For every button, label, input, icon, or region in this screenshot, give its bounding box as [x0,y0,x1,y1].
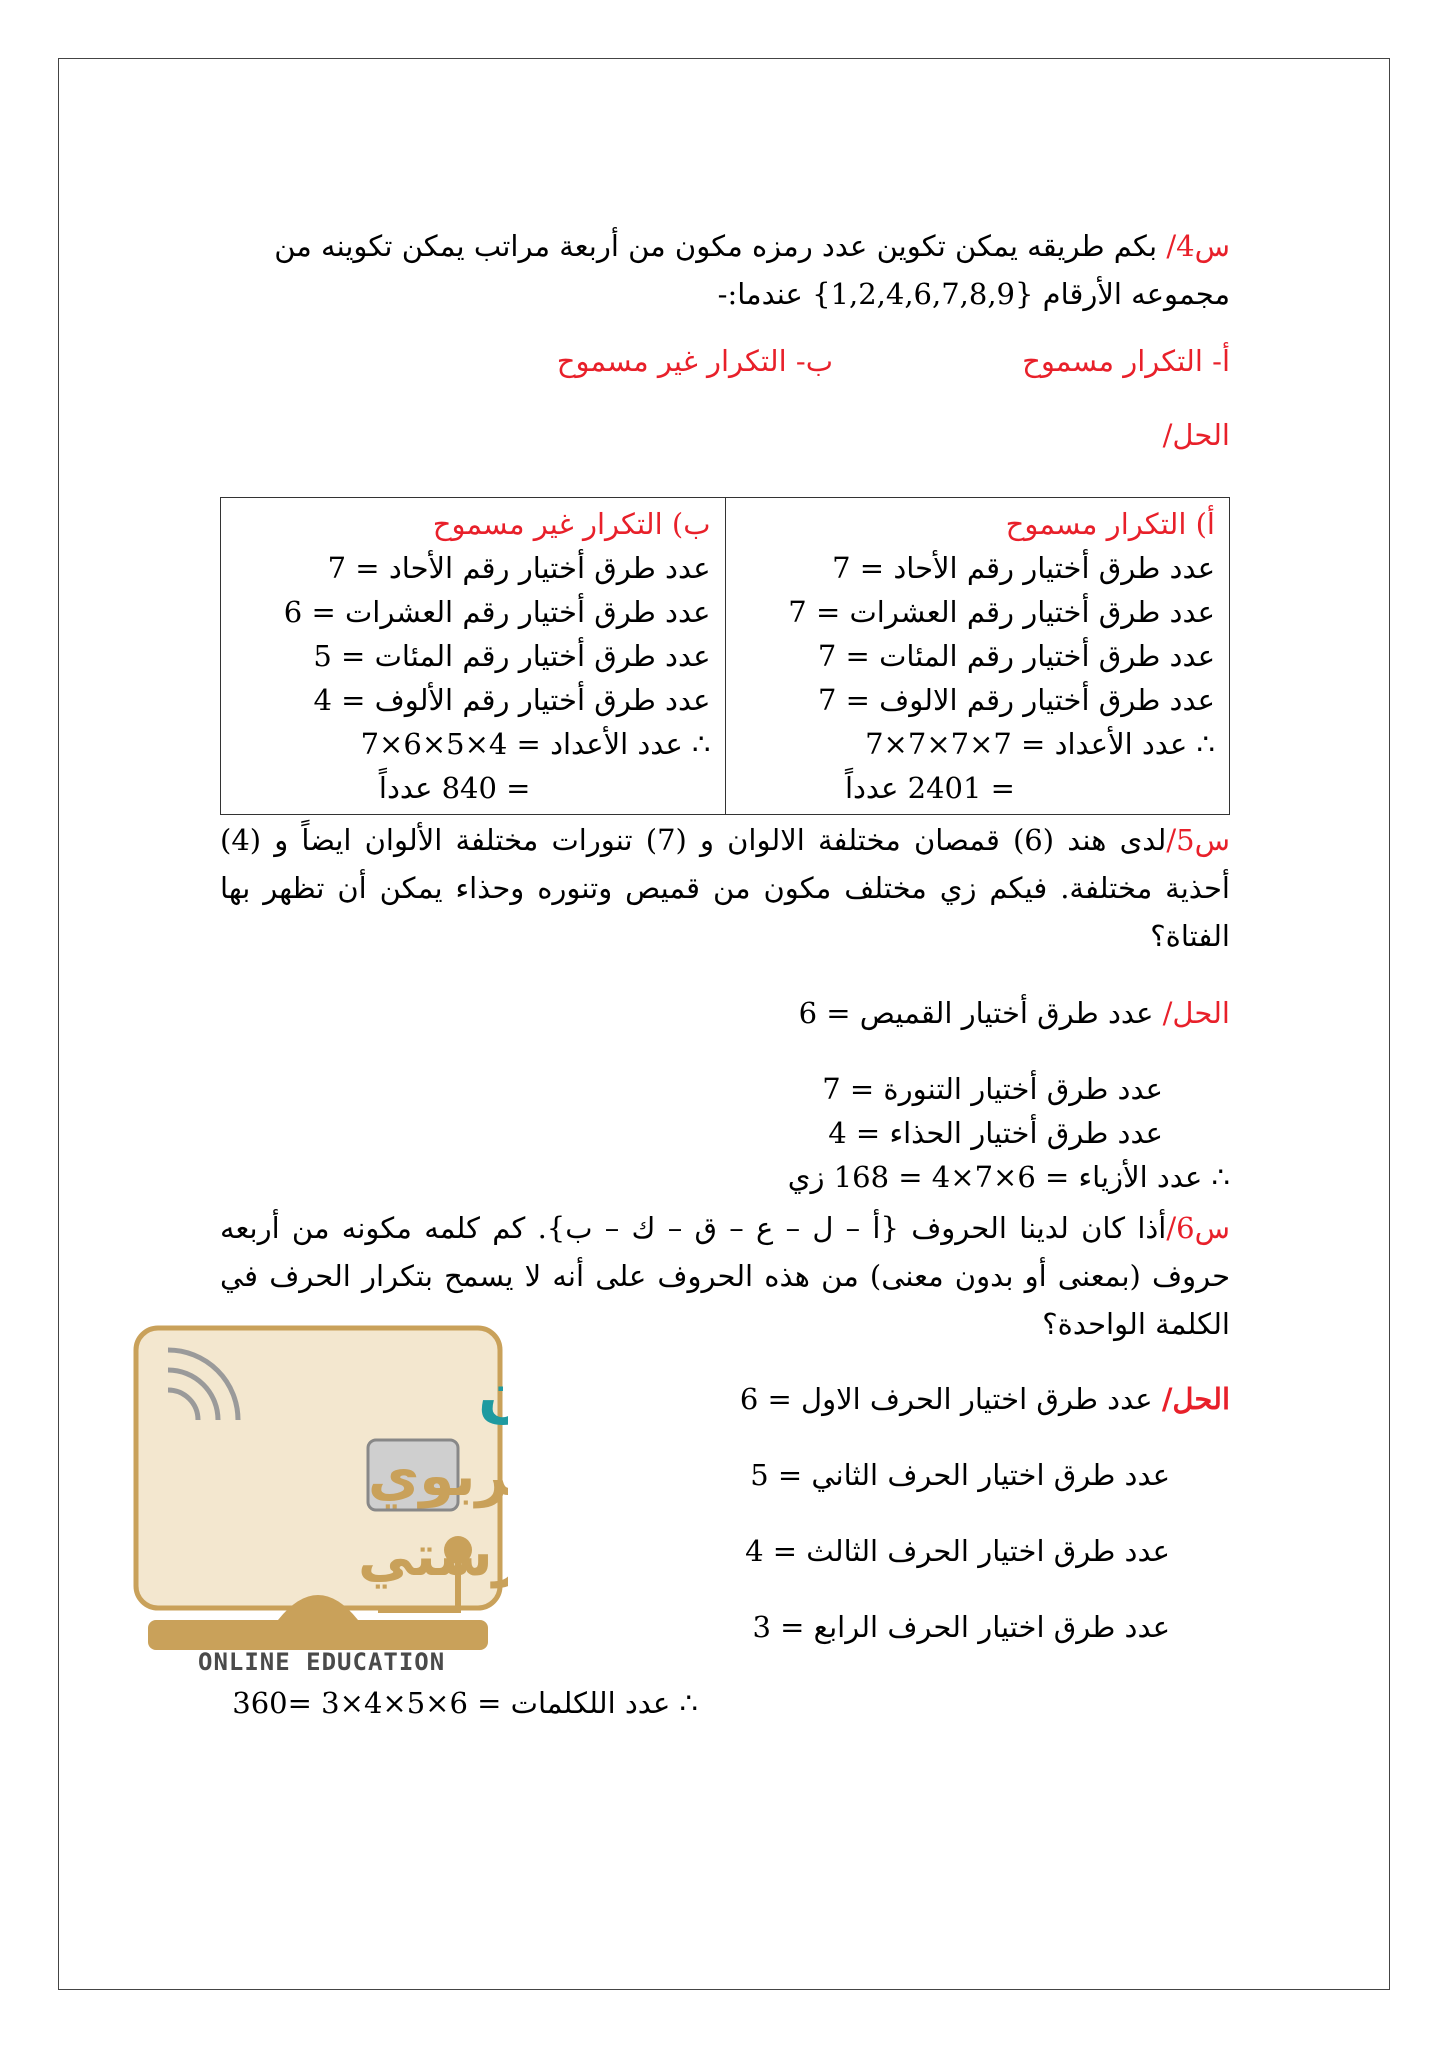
q4-block [220,222,1230,318]
col-b-line: ∴ عدد الأعداد = 4×5×6×7 [360,727,711,761]
q6-solution-label: الحل/ [1161,1382,1230,1416]
col-a-line: عدد طرق أختيار رقم العشرات = 7 [788,595,1215,629]
col-a-line: عدد طرق أختيار رقم المئات = 7 [817,639,1215,673]
logo-line1: ن [478,1357,508,1430]
col-a-header: أ) التكرار مسموح [1005,507,1215,541]
col-b-header: ب) التكرار غير مسموح [432,507,711,541]
q6-line4: عدد طرق اختيار الحرف الرابع = 3 [752,1610,1170,1644]
col-b-result: = 840 عدداً [378,771,531,805]
q4-option-a: أ- التكرار مسموح [1022,344,1230,378]
col-b-line: عدد طرق أختيار رقم العشرات = 6 [283,595,711,629]
logo-book [148,1620,488,1650]
q4-label: س4/ [1166,229,1230,263]
q4-line2: مجموعه الأرقام {1,2,4,6,7,8,9} عندما:- [717,277,1230,311]
col-b-line: عدد طرق أختيار رقم الأحاد = 7 [327,551,711,585]
q4-solution-table [220,497,1230,815]
q6-line1: الحل/ عدد طرق اختيار الحرف الاول = 6 [739,1382,1230,1416]
q6-result: ∴ عدد اللكلمات = 6×5×4×3 =360 [232,1686,698,1720]
q4-col-a [725,498,1230,815]
col-a-line: عدد طرق أختيار رقم الالوف = 7 [817,683,1215,717]
q5-line3: عدد طرق أختيار الحذاء = 4 [828,1116,1163,1150]
q6-label: س6/ [1166,1211,1230,1245]
col-a-line: ∴ عدد الأعداد = 7×7×7×7 [865,727,1215,761]
q4-option-b: ب- التكرار غير مسموح [556,344,833,378]
q5-line1: الحل/ عدد طرق أختيار القميص = 6 [798,996,1230,1030]
q6-text: س6/أذا كان لدينا الحروف {أ – ل – ع – ق – ك – ب}. كم كلمه مكونه من أربعه حروف (بمعنى أو بدون معنى) من هذه الحروف على أنه لا يسمح بتكرار الحرف في الكلمة الواحدة؟ [220,1211,1230,1341]
logo-line2: ربوي [368,1444,508,1509]
logo-graphic [128,1320,508,1680]
col-b-line: عدد طرق أختيار رقم الألوف = 4 [313,683,711,717]
logo-caption: ONLINE EDUCATION [198,1648,446,1676]
logo-line3: ستي [358,1524,493,1589]
q4-solution-label: الحل/ [1162,418,1230,452]
q5-label: س5/ [1166,823,1230,857]
q5-text: س5/لدى هند (6) قمصان مختلفة الالوان و (7) تنورات مختلفة الألوان ايضاً و (4) أحذية مختلفة. فيكم زي مختلف مكون من قميص وتنوره وحذاء يمكن أن تظهر بها الفتاة؟ [220,823,1230,953]
q5-result: ∴ عدد الأزياء = 6×7×4 = 168 زي [787,1160,1230,1194]
q5-line2: عدد طرق أختيار التنورة = 7 [822,1072,1163,1106]
channel-logo [128,1320,508,1680]
q4-col-b [221,498,726,815]
q5-solution-label: الحل/ [1162,996,1230,1030]
col-a-result: = 2401 عدداً [844,771,1015,805]
q6-line2: عدد طرق اختيار الحرف الثاني = 5 [750,1458,1170,1492]
col-b-line: عدد طرق أختيار رقم المئات = 5 [313,639,711,673]
q6-line3: عدد طرق اختيار الحرف الثالث = 4 [745,1534,1170,1568]
q4-line1: س4/ بكم طريقه يمكن تكوين عدد رمزه مكون من أربعة مراتب يمكن تكوينه من [274,229,1230,263]
col-a-line: عدد طرق أختيار رقم الأحاد = 7 [832,551,1215,585]
